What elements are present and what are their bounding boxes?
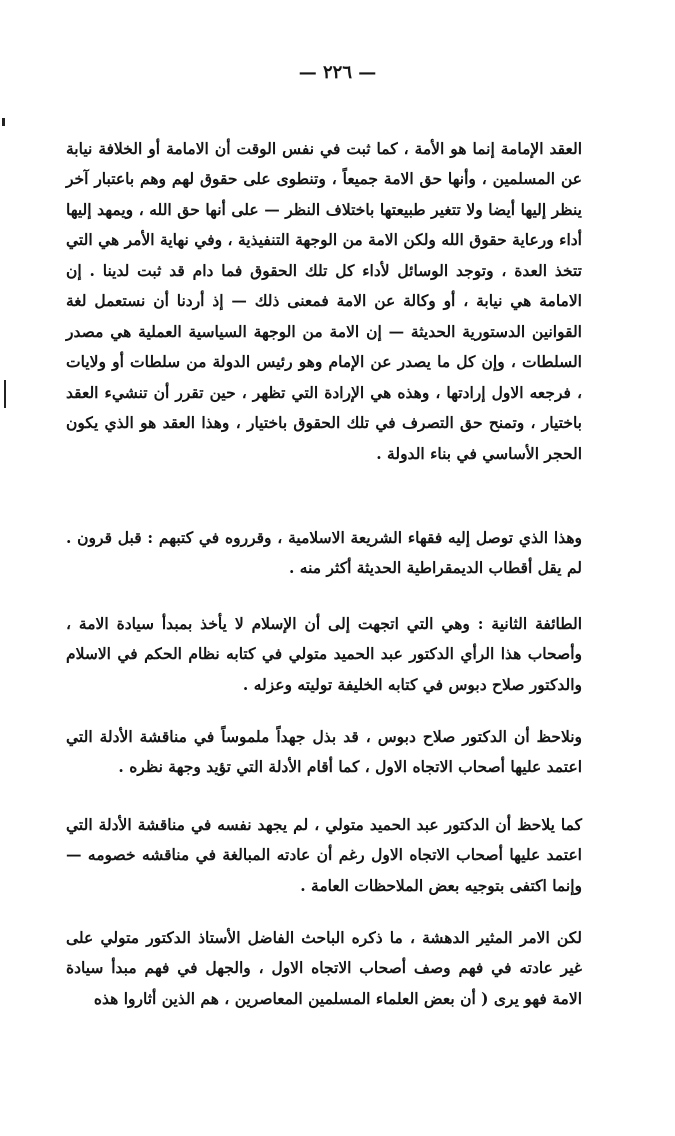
margin-mark xyxy=(2,118,5,126)
margin-mark xyxy=(4,380,6,408)
paragraph-2: وهذا الذي توصل إليه فقهاء الشريعة الاسلامية ، وقرروه في كتبهم : قبل قرون . لم يقل أقطاب الديمقراطية الحديثة أكثر منه . xyxy=(66,527,582,577)
paragraph-5: كما يلاحظ أن الدكتور عبد الحميد متولي ، لم يجهد نفسه في مناقشة الأدلة التي اعتمد عليها أصحاب الاتجاه الاول رغم أن عادته المبالغة في مناقشه خصومه — وإنما اكتفى بتوجيه بعض الملاحظات العامة . xyxy=(66,814,582,895)
paragraph-3: الطائفة الثانية : وهي التي اتجهت إلى أن الإسلام لا يأخذ بمبدأ سيادة الامة ، وأصحاب هذا الرأي الدكتور عبد الحميد متولي في كتابه نظام الحكم في الاسلام والدكتور صلاح دبوس في كتابه الخليفة توليته وعزله . xyxy=(66,613,582,694)
paragraph-1: العقد الإمامة إنما هو الأمة ، كما ثبت في نفس الوقت أن الامامة أو الخلافة نيابة عن المسلمين ، وأنها حق الامة جميعاً ، وتنطوى على حقوق لهم وهم باعتبار آخر ينظر إليها أيضا ولا تتغير طبيعتها باختلاف النظر — على أنها حق الله ، ويمهد إليها أداء ورعاية حقوق الله ولكن الامة من الوجهة التنفيذية ، وفي نهاية الأمر هي التي تتخذ العدة ، وتوجد الوسائل لأداء كل تلك الحقوق فما دام قد ثبت لدينا . إن الامامة هي نيابة ، أو وكالة عن الامة فمعنى ذلك — إذ أردنا أن نستعمل لغة القوانين الدستورية الحديثة — إن الامة من الوجهة السياسية العملية هي مصدر السلطات ، وإن كل ما يصدر عن الإمام وهو رئيس الدولة من سلطات أو ولايات ، فرجعه الاول إرادتها ، وهذه هي الإرادة التي تظهر ، حين تقرر أن تنشيء العقد باختيار ، وتمنح حق التصرف في تلك الحقوق باختيار ، وهذا العقد هو الذي يكون الحجر الأساسي في بناء الدولة . xyxy=(66,138,582,463)
paragraph-4: ونلاحظ أن الدكتور صلاح دبوس ، قد بذل جهداً ملموساً في مناقشة الأدلة التي اعتمد عليها أصحاب الاتجاه الاول ، كما أقام الأدلة التي تؤيد وجهة نظره . xyxy=(66,726,582,776)
paragraph-6: لكن الامر المثير الدهشة ، ما ذكره الباحث الفاضل الأستاذ الدكتور متولي على غير عادته في فهم وصف أصحاب الاتجاه الاول ، والجهل في فهم مبدأ سيادة الامة فهو يرى ( أن بعض العلماء المسلمين المعاصرين ، هم الذين أثاروا هذه xyxy=(66,927,582,1008)
page-number: — ٢٢٦ — xyxy=(298,62,377,83)
